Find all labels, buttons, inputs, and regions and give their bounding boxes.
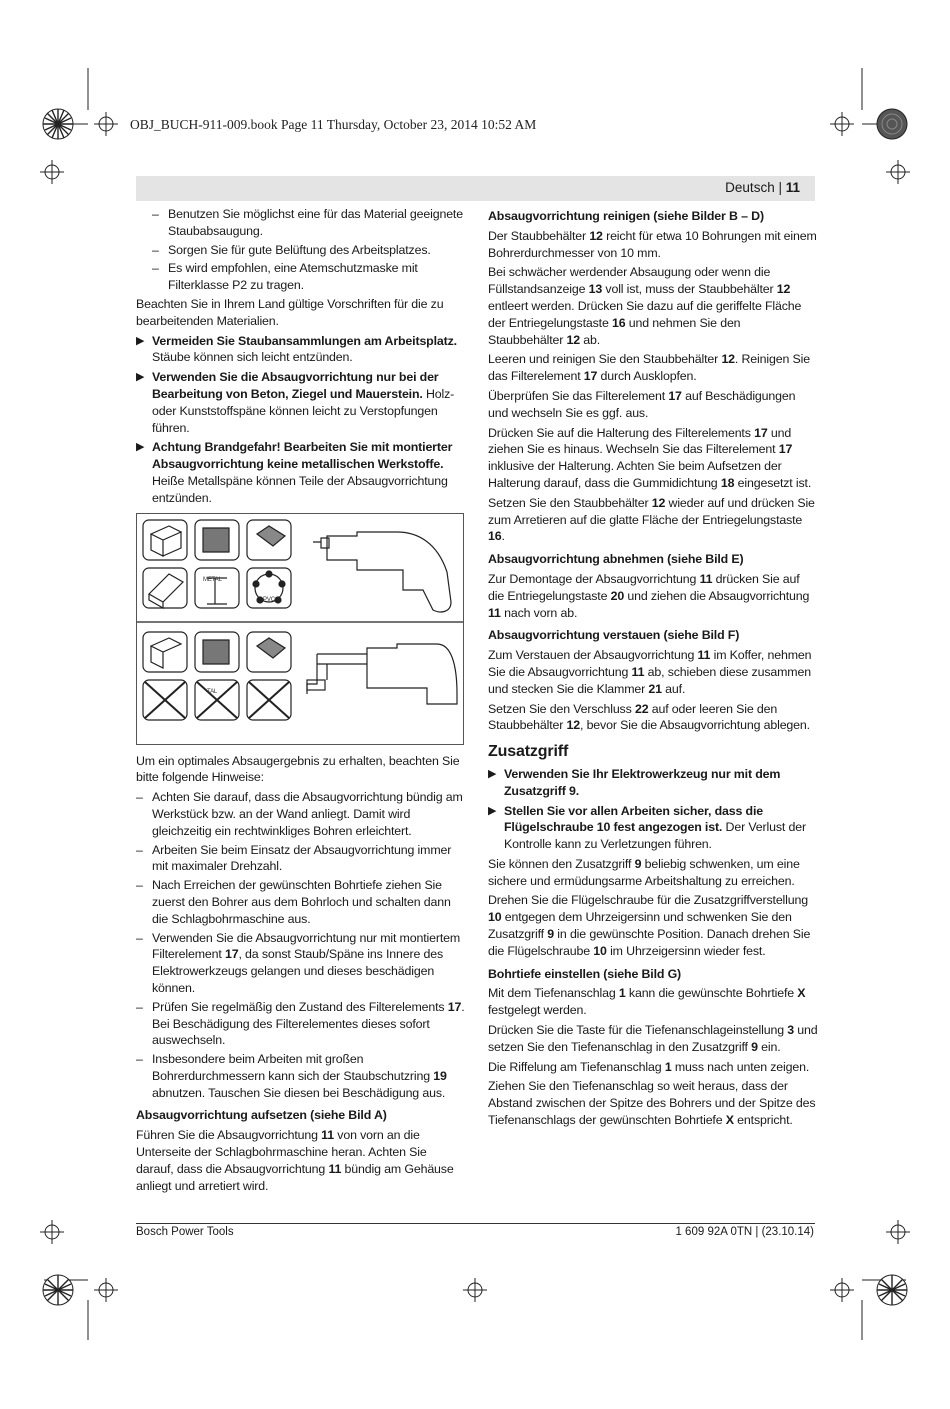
warning-item: ▶ Verwenden Sie die Absaugvorrichtung nur bei der Bearbeitung von Beton, Ziegel und Mauerstein. Holz- oder Kunststoffspäne können leicht zu Verstopfungen führen. xyxy=(136,370,455,435)
section-heading: Absaugvorrichtung aufsetzen (siehe Bild A) xyxy=(136,1108,387,1123)
right-column xyxy=(488,208,818,1132)
arrow-icon: ▶ xyxy=(136,334,145,347)
section-heading: Absaugvorrichtung verstauen (siehe Bild F) xyxy=(488,628,740,643)
paragraph: Führen Sie die Absaugvorrichtung 11 von vorn an die Unterseite der Schlagbohrmaschine heran. Achten Sie darauf, dass die Absaugvorrichtung 11 bündig am Gehäuse anliegt und arretiert wird. xyxy=(136,1128,454,1193)
footer-right: 1 609 92A 0TN | (23.10.14) xyxy=(675,1226,814,1238)
footer-left: Bosch Power Tools xyxy=(136,1226,234,1238)
registration-dark-circle-icon xyxy=(877,109,907,139)
arrow-icon: ▶ xyxy=(488,804,497,817)
paragraph: Ziehen Sie den Tiefenanschlag so weit heraus, dass der Abstand zwischen der Spitze des Bohrers und der Spitze des Tiefenanschlags der gewünschten Bohrtiefe X entspricht. xyxy=(488,1079,816,1128)
list-item: – Sorgen Sie für gute Belüftung des Arbeitsplatzes. xyxy=(152,242,431,257)
material-illustration xyxy=(137,514,463,744)
section-heading: Absaugvorrichtung reinigen (siehe Bilder B – D) xyxy=(488,209,764,223)
warning-item: ▶ Stellen Sie vor allen Arbeiten sicher, dass die Flügelschraube 10 fest angezogen ist. Der Verlust der Kontrolle kann zu Verletzungen führen. xyxy=(488,803,806,852)
page-number: 11 xyxy=(785,180,800,195)
left-column xyxy=(136,206,466,1197)
list-item: – Verwenden Sie die Absaugvorrichtung nur mit montiertem Filterelement 17, da sonst Staub/Späne ins Innere des Elektrowerkzeugs gelangen und dieses beschädigen können. xyxy=(136,930,461,995)
label-pvc: PVC xyxy=(263,596,275,603)
paragraph: Zur Demontage der Absaugvorrichtung 11 drücken Sie auf die Entriegelungstaste 20 und ziehen die Absaugvorrichtung 11 nach vorn ab. xyxy=(488,571,810,620)
list-item: – Benutzen Sie möglichst eine für das Material geeignete Staubabsaugung. xyxy=(152,207,463,238)
paragraph: Beachten Sie in Ihrem Land gültige Vorschriften für die zu bearbeitenden Materialien. xyxy=(136,296,444,328)
label-metal: METAL xyxy=(203,576,222,583)
paragraph: Drehen Sie die Flügelschraube für die Zusatzgriffverstellung 10 entgegen dem Uhrzeigersinn und schwenken Sie den Zusatzgriff 9 in die gewünschte Position. Danach drehen Sie die Flügelschraube 10 im Uhrzeigersinn wieder fest. xyxy=(488,893,811,958)
section-heading: Bohrtiefe einstellen (siehe Bild G) xyxy=(488,966,682,981)
page-header: Deutsch | 11 xyxy=(725,180,800,195)
paragraph: Setzen Sie den Staubbehälter 12 wieder auf und drücken Sie zum Arretieren auf die glatte Fläche der Entriegelungstaste 16. xyxy=(488,495,815,544)
list-item: – Insbesondere beim Arbeiten mit großen Bohrerdurchmessern kann sich der Staubschutzring 19 abnutzen. Tauschen Sie diesen bei Beschädigung aus. xyxy=(136,1052,447,1100)
paragraph: Überprüfen Sie das Filterelement 17 auf Beschädigungen und wechseln Sie es ggf. aus. xyxy=(488,388,796,420)
paragraph: Der Staubbehälter 12 reicht für etwa 10 Bohrungen mit einem Bohrerdurchmesser von 10 mm. xyxy=(488,228,817,260)
paragraph: Sie können den Zusatzgriff 9 beliebig schwenken, um eine sichere und ermüdungsarme Arbeitshaltung zu erreichen. xyxy=(488,856,800,888)
warning-item: ▶ Verwenden Sie Ihr Elektrowerkzeug nur mit dem Zusatzgriff 9. xyxy=(488,766,781,798)
warning-item: ▶ Achtung Brandgefahr! Bearbeiten Sie mit montierter Absaugvorrichtung keine metallischen Werkstoffe. Heiße Metallspäne können Teile der Absaugvorrichtung entzünden. xyxy=(136,440,453,505)
header-language: Deutsch xyxy=(725,180,775,195)
arrow-icon: ▶ xyxy=(136,441,145,454)
list-item: – Prüfen Sie regelmäßig den Zustand des Filterelements 17. Bei Beschädigung des Filterelementes dieses sofort auswechseln. xyxy=(136,999,465,1048)
paragraph: Die Riffelung am Tiefenanschlag 1 muss nach unten zeigen. xyxy=(488,1059,810,1074)
material-figure xyxy=(136,513,464,745)
list-item: – Achten Sie darauf, dass die Absaugvorrichtung bündig am Werkstück bzw. an der Wand anliegt. Damit wird gleichzeitig ein rechtwinkliges Bohren erleichtert. xyxy=(136,790,463,838)
footer-rule xyxy=(136,1223,815,1224)
list-item: – Es wird empfohlen, eine Atemschutzmaske mit Filterklasse P2 zu tragen. xyxy=(152,261,418,293)
paragraph: Um ein optimales Absaugergebnis zu erhalten, beachten Sie bitte folgende Hinweise: xyxy=(136,753,460,785)
arrow-icon: ▶ xyxy=(488,767,497,780)
list-item: – Arbeiten Sie beim Einsatz der Absaugvorrichtung immer mit maximaler Drehzahl. xyxy=(136,842,452,874)
arrow-icon: ▶ xyxy=(136,371,145,384)
book-info: OBJ_BUCH-911-009.book Page 11 Thursday, October 23, 2014 10:52 AM xyxy=(130,117,537,132)
paragraph: Drücken Sie auf die Halterung des Filterelements 17 und ziehen Sie es hinaus. Wechseln Sie das Filterelement 17 inklusive der Halterung. Achten Sie beim Aufsetzen der Halterung darauf, dass die Gummidichtung 18 eingesetzt ist. xyxy=(488,425,812,490)
paragraph: Bei schwächer werdender Absaugung oder wenn die Füllstandsanzeige 13 voll ist, muss der Staubbehälter 12 entleert werden. Drücken Sie dazu auf die geriffelte Fläche der Entriegelungstaste 16 und nehmen Sie den Staubbehälter 12 ab. xyxy=(488,265,802,347)
paragraph: Mit dem Tiefenanschlag 1 kann die gewünschte Bohrtiefe X festgelegt werden. xyxy=(488,986,806,1018)
list-item: – Nach Erreichen der gewünschten Bohrtiefe ziehen Sie zuerst den Bohrer aus dem Bohrloch und schalten dann die Schlagbohrmaschine aus. xyxy=(136,878,451,926)
label-metal-crossed: TAL xyxy=(207,688,218,695)
paragraph: Zum Verstauen der Absaugvorrichtung 11 im Koffer, nehmen Sie die Absaugvorrichtung 11 ab, schieben diese zusammen und stecken Sie die Klammer 21 auf. xyxy=(488,648,812,696)
paragraph: Setzen Sie den Verschluss 22 auf oder leeren Sie den Staubbehälter 12, bevor Sie die Absaugvorrichtung ablegen. xyxy=(488,701,810,733)
section-heading: Absaugvorrichtung abnehmen (siehe Bild E) xyxy=(488,552,744,567)
paragraph: Leeren und reinigen Sie den Staubbehälter 12. Reinigen Sie das Filterelement 17 durch Ausklopfen. xyxy=(488,352,810,384)
warning-item: ▶ Vermeiden Sie Staubansammlungen am Arbeitsplatz. Stäube können sich leicht entzünden. xyxy=(136,333,457,365)
paragraph: Drücken Sie die Taste für die Tiefenanschlageinstellung 3 und setzen Sie den Tiefenanschlag in den Zusatzgriff 9 ein. xyxy=(488,1023,818,1054)
chapter-heading: Zusatzgriff xyxy=(488,743,569,761)
header-bar xyxy=(136,176,815,201)
